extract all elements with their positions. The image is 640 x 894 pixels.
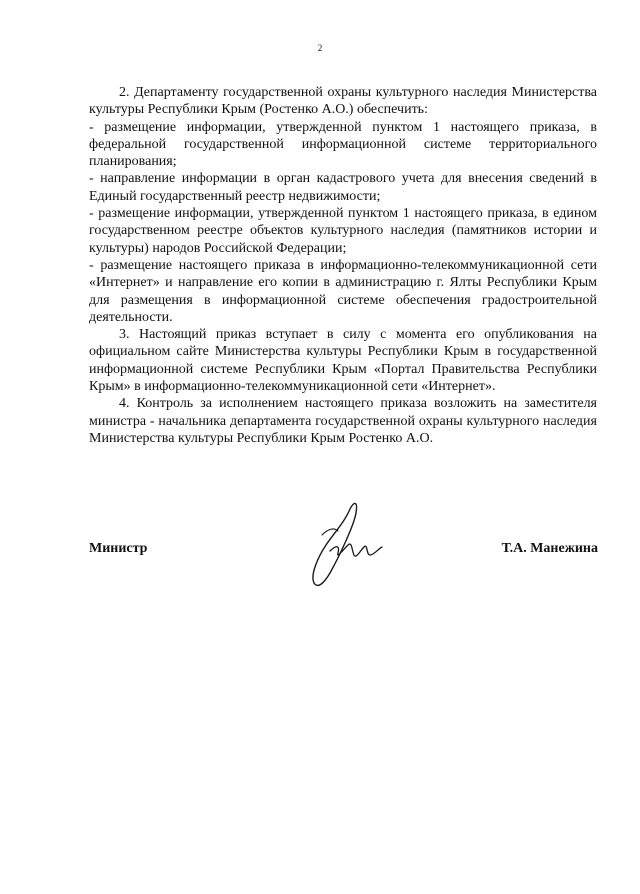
- list-item: - направление информации в орган кадастрового учета для внесения сведений в Единый государственный реестр недвижимости;: [89, 171, 597, 204]
- handwritten-signature: [300, 495, 400, 595]
- page-number: 2: [317, 43, 323, 53]
- paragraph-2: 2. Департаменту государственной охраны культурного наследия Министерства культуры Республики Крым (Ростенко А.О.) обеспечить:: [89, 85, 597, 118]
- paragraph-3: 3. Настоящий приказ вступает в силу с момента его опубликования на официальном сайте Министерства культуры Республики Крым в государственной информационной системе Республики Крым «Портал Правительства Республики Крым» в информационно-телекоммуникационной сети «Интернет».: [89, 327, 597, 395]
- signatory-name: Т.А. Манежина: [501, 541, 598, 556]
- paragraph-4: 4. Контроль за исполнением настоящего приказа возложить на заместителя министра - начальника департамента государственной охраны культурного наследия Министерства культуры Республики Крым Ростенко А.О.: [89, 396, 597, 446]
- document-body: [89, 84, 597, 447]
- signatory-title: Министр: [89, 541, 148, 556]
- list-item: - размещение информации, утвержденной пунктом 1 настоящего приказа, в едином государственном реестре объектов культурного наследия (памятников истории и культуры) народов Российской Федерации;: [89, 206, 597, 256]
- list-item: - размещение настоящего приказа в информационно-телекоммуникационной сети «Интернет» и направление его копии в администрацию г. Ялты Республики Крым для размещения в информационной системе обеспечения градостроительной деятельности.: [89, 257, 597, 325]
- list-item: - размещение информации, утвержденной пунктом 1 настоящего приказа, в федеральной государственной информационной системе территориального планирования;: [89, 119, 597, 170]
